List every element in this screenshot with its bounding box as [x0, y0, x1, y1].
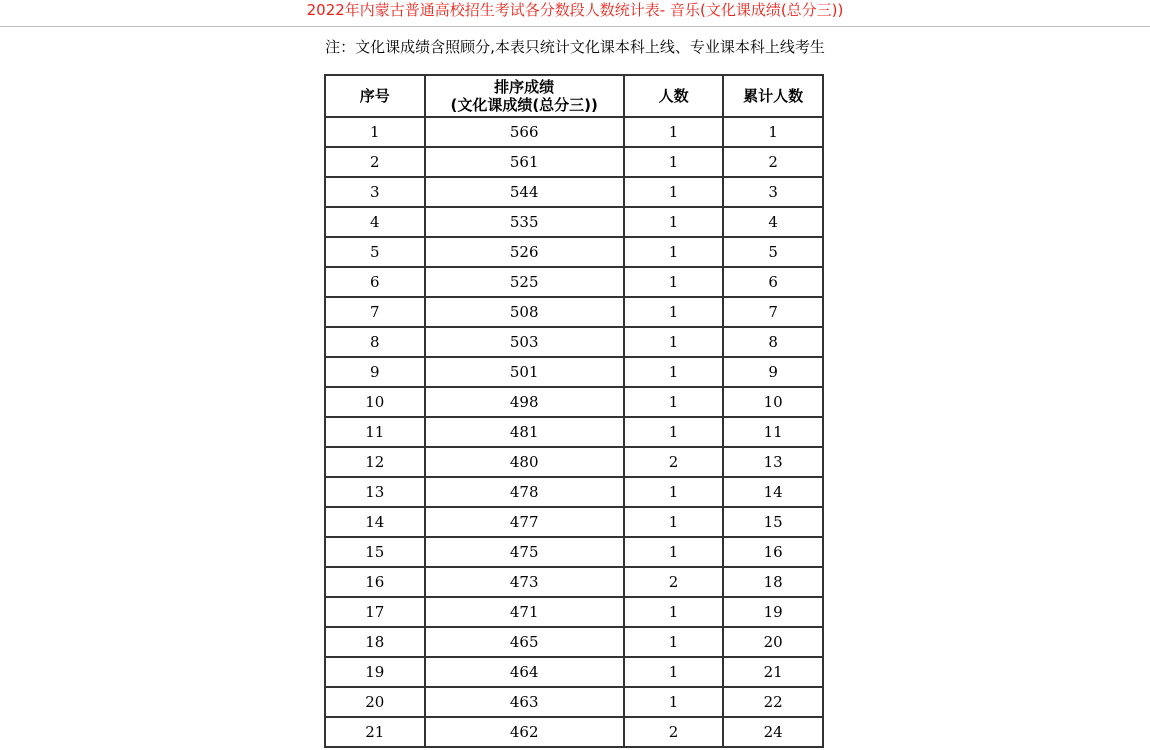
table-row: [325, 267, 823, 297]
cell-seq: 1: [325, 117, 425, 147]
cell-cumulative: 21: [723, 657, 823, 687]
cell-score: 526: [425, 237, 624, 267]
table-row: [325, 447, 823, 477]
cell-cumulative: 3: [723, 177, 823, 207]
cell-score: 501: [425, 357, 624, 387]
cell-score: 544: [425, 177, 624, 207]
cell-cumulative: 2: [723, 147, 823, 177]
cell-count: 1: [624, 237, 724, 267]
table-row: [325, 117, 823, 147]
table-body: [325, 117, 823, 747]
table-row: [325, 387, 823, 417]
header-seq: 序号: [325, 75, 425, 117]
cell-seq: 5: [325, 237, 425, 267]
cell-seq: 4: [325, 207, 425, 237]
cell-seq: 21: [325, 717, 425, 747]
cell-count: 2: [624, 717, 724, 747]
cell-cumulative: 11: [723, 417, 823, 447]
cell-seq: 9: [325, 357, 425, 387]
cell-count: 1: [624, 327, 724, 357]
cell-count: 1: [624, 507, 724, 537]
cell-cumulative: 20: [723, 627, 823, 657]
table-row: [325, 717, 823, 747]
score-distribution-table: [324, 74, 824, 748]
cell-count: 1: [624, 297, 724, 327]
table-note: 注：文化课成绩含照顾分,本表只统计文化课本科上线、专业课本科上线考生: [325, 38, 825, 56]
cell-score: 498: [425, 387, 624, 417]
cell-seq: 17: [325, 597, 425, 627]
table-row: [325, 507, 823, 537]
header-score-line2: (文化课成绩(总分三)): [450, 96, 598, 114]
table-row: [325, 207, 823, 237]
cell-count: 1: [624, 657, 724, 687]
cell-cumulative: 18: [723, 567, 823, 597]
header-score-line1: 排序成绩: [494, 78, 555, 96]
cell-count: 1: [624, 177, 724, 207]
cell-cumulative: 5: [723, 237, 823, 267]
cell-cumulative: 10: [723, 387, 823, 417]
table-row: [325, 357, 823, 387]
cell-cumulative: 22: [723, 687, 823, 717]
cell-score: 566: [425, 117, 624, 147]
cell-count: 2: [624, 447, 724, 477]
cell-seq: 16: [325, 567, 425, 597]
cell-cumulative: 15: [723, 507, 823, 537]
cell-count: 1: [624, 207, 724, 237]
cell-score: 535: [425, 207, 624, 237]
cell-cumulative: 9: [723, 357, 823, 387]
cell-seq: 3: [325, 177, 425, 207]
cell-count: 1: [624, 477, 724, 507]
cell-score: 473: [425, 567, 624, 597]
header-count: 人数: [624, 75, 724, 117]
cell-cumulative: 8: [723, 327, 823, 357]
table-row: [325, 597, 823, 627]
cell-seq: 14: [325, 507, 425, 537]
cell-cumulative: 14: [723, 477, 823, 507]
cell-cumulative: 7: [723, 297, 823, 327]
cell-cumulative: 19: [723, 597, 823, 627]
cell-seq: 7: [325, 297, 425, 327]
cell-cumulative: 24: [723, 717, 823, 747]
cell-score: 471: [425, 597, 624, 627]
header-cumulative: 累计人数: [723, 75, 823, 117]
cell-count: 1: [624, 387, 724, 417]
cell-count: 1: [624, 537, 724, 567]
table-row: [325, 177, 823, 207]
cell-score: 465: [425, 627, 624, 657]
cell-count: 2: [624, 567, 724, 597]
cell-seq: 8: [325, 327, 425, 357]
cell-score: 478: [425, 477, 624, 507]
cell-count: 1: [624, 267, 724, 297]
cell-seq: 15: [325, 537, 425, 567]
cell-count: 1: [624, 687, 724, 717]
table-row: [325, 657, 823, 687]
cell-score: 480: [425, 447, 624, 477]
cell-score: 463: [425, 687, 624, 717]
cell-cumulative: 4: [723, 207, 823, 237]
table-row: [325, 627, 823, 657]
table-row: [325, 687, 823, 717]
table-row: [325, 537, 823, 567]
cell-seq: 19: [325, 657, 425, 687]
cell-count: 1: [624, 117, 724, 147]
cell-score: 481: [425, 417, 624, 447]
page-title: 2022年内蒙古普通高校招生考试各分数段人数统计表- 音乐(文化课成绩(总分三)): [306, 1, 844, 19]
cell-seq: 6: [325, 267, 425, 297]
cell-cumulative: 1: [723, 117, 823, 147]
cell-count: 1: [624, 357, 724, 387]
table-row: [325, 237, 823, 267]
cell-count: 1: [624, 597, 724, 627]
table-row: [325, 327, 823, 357]
title-divider: [0, 26, 1150, 27]
table-header-row: [325, 75, 823, 117]
cell-score: 561: [425, 147, 624, 177]
header-score: [425, 75, 624, 117]
cell-seq: 11: [325, 417, 425, 447]
cell-score: 475: [425, 537, 624, 567]
cell-cumulative: 13: [723, 447, 823, 477]
cell-cumulative: 16: [723, 537, 823, 567]
table-row: [325, 567, 823, 597]
cell-score: 503: [425, 327, 624, 357]
cell-seq: 10: [325, 387, 425, 417]
cell-seq: 18: [325, 627, 425, 657]
cell-score: 525: [425, 267, 624, 297]
cell-score: 508: [425, 297, 624, 327]
cell-count: 1: [624, 147, 724, 177]
cell-seq: 20: [325, 687, 425, 717]
cell-seq: 2: [325, 147, 425, 177]
cell-score: 464: [425, 657, 624, 687]
cell-count: 1: [624, 417, 724, 447]
table-row: [325, 147, 823, 177]
cell-count: 1: [624, 627, 724, 657]
cell-seq: 12: [325, 447, 425, 477]
cell-score: 477: [425, 507, 624, 537]
cell-score: 462: [425, 717, 624, 747]
table-row: [325, 417, 823, 447]
table-row: [325, 477, 823, 507]
table-row: [325, 297, 823, 327]
cell-cumulative: 6: [723, 267, 823, 297]
cell-seq: 13: [325, 477, 425, 507]
